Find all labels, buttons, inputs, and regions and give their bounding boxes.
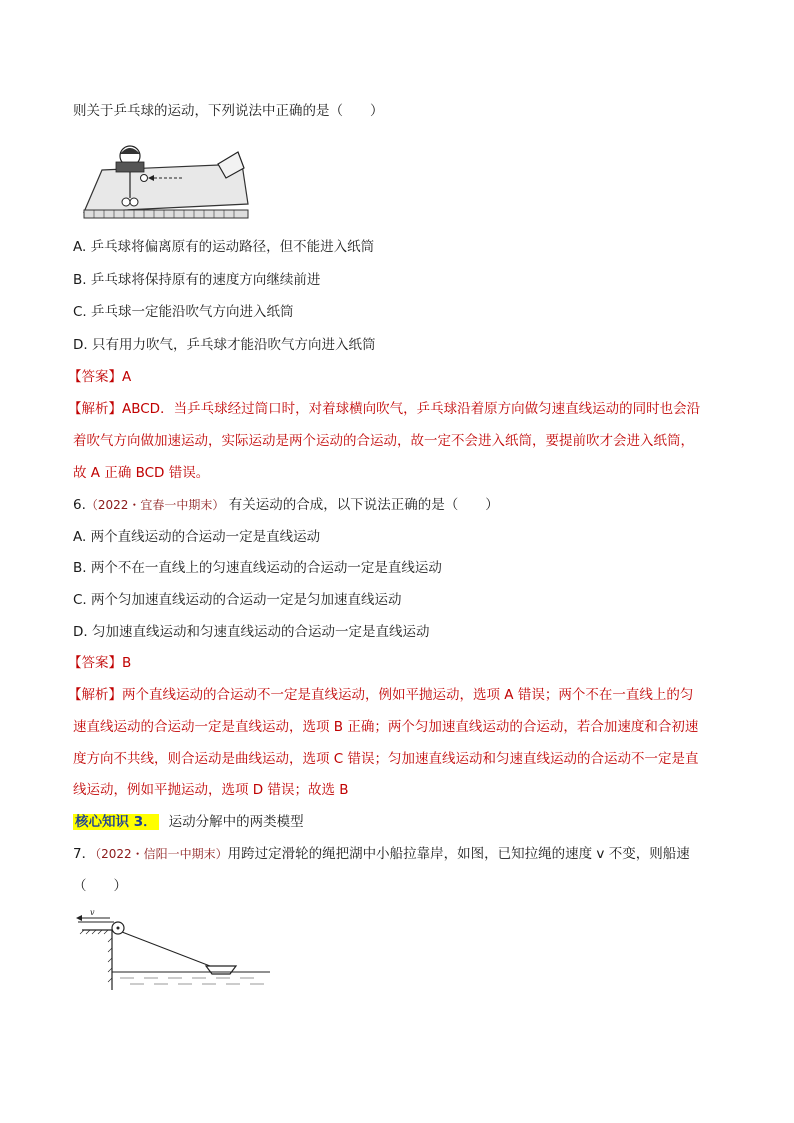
q5-analysis-line-2: 着吹气方向做加速运动，实际运动是两个运动的合运动，故一定不会进入纸筒，要提前吹才会进入纸筒， — [73, 433, 694, 449]
q6-source: （2022・宜春一中期末） — [85, 498, 225, 512]
q5-analysis-text-1: ABCD．当乒乓球经过筒口时，对着球横向吹气，乒乓球沿着原方向做匀速直线运动的同时也会沿 — [122, 401, 701, 417]
q5-option-c: C. 乒乓球一定能沿吹气方向进入纸筒 — [73, 304, 294, 320]
ping-pong-figure — [82, 142, 250, 222]
q7-blank: （ ） — [73, 878, 127, 894]
q7-stem: 用跨过定滑轮的绳把湖中小船拉靠岸，如图，已知拉绳的速度 v 不变，则船速 — [227, 846, 690, 862]
pulley-boat-figure — [74, 908, 274, 994]
q6-analysis-line-2: 速直线运动的合运动一定是直线运动，选项 B 正确；两个匀加速直线运动的合运动，若合加速度和合初速 — [73, 719, 699, 735]
q5-analysis-line-3: 故 A 正确 BCD 错误。 — [73, 465, 210, 481]
q6-option-b: B. 两个不在一直线上的匀速直线运动的合运动一定是直线运动 — [73, 560, 442, 576]
q6-option-c: C. 两个匀加速直线运动的合运动一定是匀加速直线运动 — [73, 592, 402, 608]
q5-analysis-label: 【解析】 — [68, 401, 122, 417]
q5-option-d: D. 只有用力吹气，乒乓球才能沿吹气方向进入纸筒 — [73, 337, 376, 353]
q7-source: （2022・信阳一中期末） — [95, 847, 228, 861]
velocity-label: v — [90, 908, 95, 917]
q5-option-a: A. 乒乓球将偏离原有的运动路径，但不能进入纸筒 — [73, 239, 375, 255]
section3-title: 运动分解中的两类模型 — [168, 814, 304, 830]
q6-analysis-line-3: 度方向不共线，则合运动是曲线运动，选项 C 错误；匀加速直线运动和匀速直线运动的合运动不一定是直 — [73, 751, 699, 767]
q7-header — [73, 844, 690, 864]
q5-answer-value: A — [122, 369, 132, 385]
q6-analysis-line-1 — [68, 685, 693, 705]
q6-answer — [68, 653, 131, 673]
q6-option-a: A. 两个直线运动的合运动一定是直线运动 — [73, 529, 321, 545]
q6-answer-value: B — [122, 655, 132, 671]
q6-answer-label: 【答案】 — [68, 655, 122, 671]
q6-analysis-text-1: 两个直线运动的合运动不一定是直线运动，例如平抛运动，选项 A 错误；两个不在一直线上的匀 — [122, 687, 694, 703]
q6-option-d: D. 匀加速直线运动和匀速直线运动的合运动一定是直线运动 — [73, 624, 430, 640]
q5-answer-label: 【答案】 — [68, 369, 122, 385]
q5-stem: 则关于乒乓球的运动，下列说法中正确的是（ ） — [73, 103, 384, 119]
q6-number: 6. — [73, 497, 86, 513]
section3-header — [73, 812, 304, 832]
q5-answer — [68, 367, 131, 387]
q6-analysis-line-4: 线运动，例如平抛运动，选项 D 错误；故选 B — [73, 782, 349, 798]
q6-analysis-label: 【解析】 — [68, 687, 122, 703]
section3-tag: 核心知识 3． — [75, 814, 157, 830]
q5-analysis-line-1 — [68, 399, 700, 419]
q6-stem: 有关运动的合成，以下说法正确的是（ ） — [228, 497, 499, 513]
q6-header — [73, 495, 499, 515]
q5-option-b: B. 乒乓球将保持原有的速度方向继续前进 — [73, 272, 321, 288]
q7-number: 7． — [73, 846, 96, 862]
